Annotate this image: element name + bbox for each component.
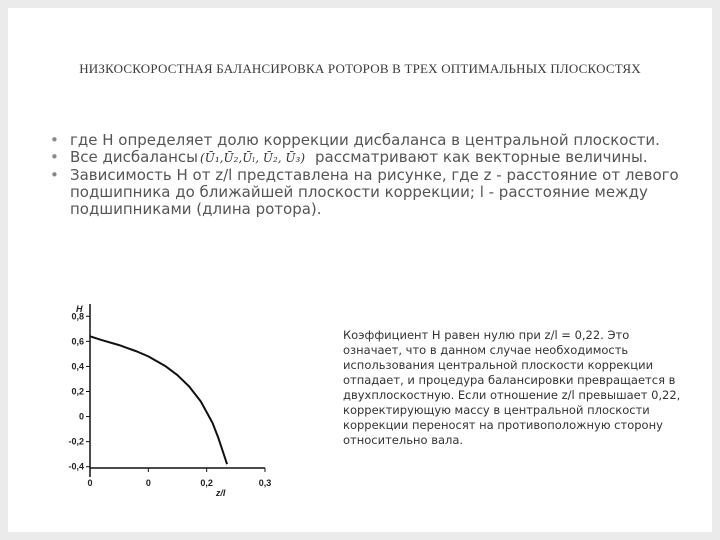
- bullet-item: [26, 149, 698, 167]
- bullet-item: [26, 132, 698, 149]
- bullet-item: [26, 167, 698, 218]
- y-tick-label: 0,2: [71, 386, 84, 397]
- bullet-dot-icon: •: [50, 166, 59, 184]
- bullet-text: где H определяет долю коррекции дисбаланса в центральной плоскости.: [70, 131, 660, 149]
- series-line-0: [90, 336, 227, 464]
- x-tick-label: 0: [87, 478, 93, 488]
- x-tick-label: 0,3: [258, 478, 272, 488]
- page-title: НИЗКОСКОРОСТНАЯ БАЛАНСИРОВКА РОТОРОВ В ТРЕХ ОПТИМАЛЬНЫХ ПЛОСКОСТЯХ: [79, 61, 641, 76]
- y-tick-label: 0,4: [71, 361, 84, 372]
- y-tick-label: 0,6: [71, 336, 84, 347]
- bullet-text-after: рассматривают как векторные величины.: [315, 148, 648, 166]
- bullet-dot-icon: •: [50, 148, 59, 166]
- x-tick-label: 0,2: [200, 478, 213, 488]
- y-tick-label: -0,4: [68, 461, 84, 472]
- y-tick-label: 0: [78, 411, 84, 422]
- y-tick-label: 0,8: [71, 311, 84, 322]
- x-tick-label: 0: [145, 478, 151, 488]
- y-tick-label: -0,2: [68, 436, 84, 447]
- slide: [8, 8, 712, 532]
- explanation-note: Коэффициент H равен нулю при z/l = 0,22. Это означает, что в данном случае необходимость использования центральной плоскости коррекции отпадает, и процедура балансировки превращается в двухплоскостную. Если отношение z/l превышает 0,22, корректирующую массу в центральной плоскости коррекции переносят на противоположную сторону относительно вала.: [343, 328, 681, 447]
- y-axis-title: H: [76, 304, 83, 314]
- bullet-text: Зависимость H от z/l представлена на рисунке, где z - расстояние от левого подшипника до ближайшей плоскости коррекции; l - расстояние между подшипниками (длина ротора).: [70, 166, 679, 218]
- formula: (Ū₁,Ū₂,Ūₗ, Ū₂, Ū₃): [200, 151, 306, 165]
- x-axis-title: z/l: [215, 488, 226, 498]
- bullet-list: [26, 132, 698, 218]
- bullet-text-before: Все дисбалансы: [70, 148, 199, 166]
- title-box: [30, 20, 690, 120]
- h-vs-zl-chart: [60, 298, 275, 498]
- bullet-dot-icon: •: [50, 131, 59, 149]
